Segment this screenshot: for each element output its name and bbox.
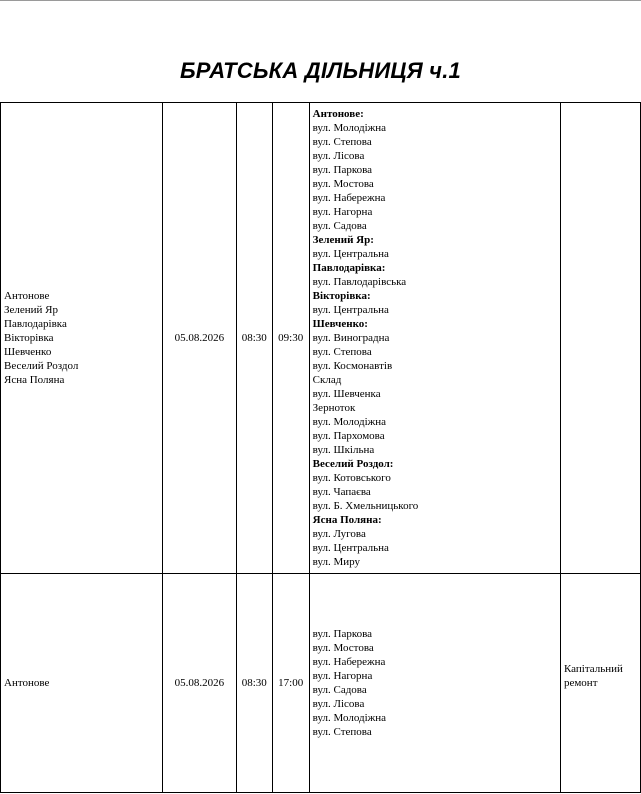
street-item: вул. Павлодарівська xyxy=(312,276,407,288)
street-item: вул. Нагорна xyxy=(312,206,373,218)
settlement-heading: Ясна Поляна: xyxy=(312,514,382,526)
street-item: вул. Лугова xyxy=(312,528,366,540)
street-item: вул. Лісова xyxy=(312,698,365,710)
street-item: вул. Центральна xyxy=(312,304,389,316)
end-time-cell: 09:30 xyxy=(272,103,309,574)
street-item: вул. Степова xyxy=(312,726,372,738)
settlements-cell xyxy=(1,103,163,574)
settlement-heading: Зелений Яр: xyxy=(312,234,374,246)
street-item: Склад xyxy=(312,374,342,386)
settlement-item: Зелений Яр xyxy=(4,304,59,316)
settlements-cell xyxy=(1,574,163,793)
street-item: вул. Чапаєва xyxy=(312,486,371,498)
date-cell: 05.08.2026 xyxy=(163,103,237,574)
street-item: вул. Мостова xyxy=(312,178,374,190)
street-item: вул. Шкільна xyxy=(312,444,375,456)
settlement-item: Антонове xyxy=(4,677,50,689)
settlement-heading: Павлодарівка: xyxy=(312,262,386,274)
table-row xyxy=(1,574,641,793)
settlement-item: Шевченко xyxy=(4,346,52,358)
reason-text: Капітальний ремонт xyxy=(563,663,623,689)
street-item: Зерноток xyxy=(312,402,356,414)
settlement-heading: Шевченко: xyxy=(312,318,368,330)
start-time-cell: 08:30 xyxy=(236,574,272,793)
street-item: вул. Паркова xyxy=(312,164,373,176)
street-item: вул. Молодіжна xyxy=(312,416,387,428)
settlement-item: Павлодарівка xyxy=(4,318,67,330)
street-item: вул. Центральна xyxy=(312,248,389,260)
street-item: вул. Пархомова xyxy=(312,430,385,442)
top-border-line xyxy=(0,0,641,1)
settlement-item: Ясна Поляна xyxy=(4,374,65,386)
settlement-heading: Веселий Роздол: xyxy=(312,458,394,470)
street-item: вул. Котовського xyxy=(312,472,391,484)
settlement-item: Вікторівка xyxy=(4,332,54,344)
street-item: вул. Паркова xyxy=(312,628,373,640)
street-item: вул. Мостова xyxy=(312,642,374,654)
street-item: вул. Степова xyxy=(312,136,372,148)
street-item: вул. Космонавтів xyxy=(312,360,393,372)
date-cell: 05.08.2026 xyxy=(163,574,237,793)
start-time-cell: 08:30 xyxy=(236,103,272,574)
street-item: вул. Садова xyxy=(312,220,367,232)
streets-cell xyxy=(309,103,560,574)
outage-schedule-table xyxy=(0,102,641,793)
street-item: вул. Шевченка xyxy=(312,388,381,400)
streets-cell xyxy=(309,574,560,793)
street-item: вул. Б. Хмельницького xyxy=(312,500,419,512)
street-item: вул. Набережна xyxy=(312,192,386,204)
page-title: БРАТСЬКА ДІЛЬНИЦЯ ч.1 xyxy=(180,58,461,83)
settlement-heading: Антонове: xyxy=(312,108,364,120)
street-item: вул. Набережна xyxy=(312,656,386,668)
street-item: вул. Нагорна xyxy=(312,670,373,682)
street-item: вул. Миру xyxy=(312,556,361,568)
settlement-item: Антонове xyxy=(4,290,50,302)
street-item: вул. Садова xyxy=(312,684,367,696)
reason-cell xyxy=(560,103,640,574)
street-item: вул. Виноградна xyxy=(312,332,390,344)
street-item: вул. Молодіжна xyxy=(312,712,387,724)
street-item: вул. Центральна xyxy=(312,542,389,554)
settlement-heading: Вікторівка: xyxy=(312,290,371,302)
reason-cell xyxy=(560,574,640,793)
street-item: вул. Лісова xyxy=(312,150,365,162)
settlement-item: Веселий Роздол xyxy=(4,360,79,372)
street-item: вул. Степова xyxy=(312,346,372,358)
end-time-cell: 17:00 xyxy=(272,574,309,793)
table-row xyxy=(1,103,641,574)
street-item: вул. Молодіжна xyxy=(312,122,387,134)
